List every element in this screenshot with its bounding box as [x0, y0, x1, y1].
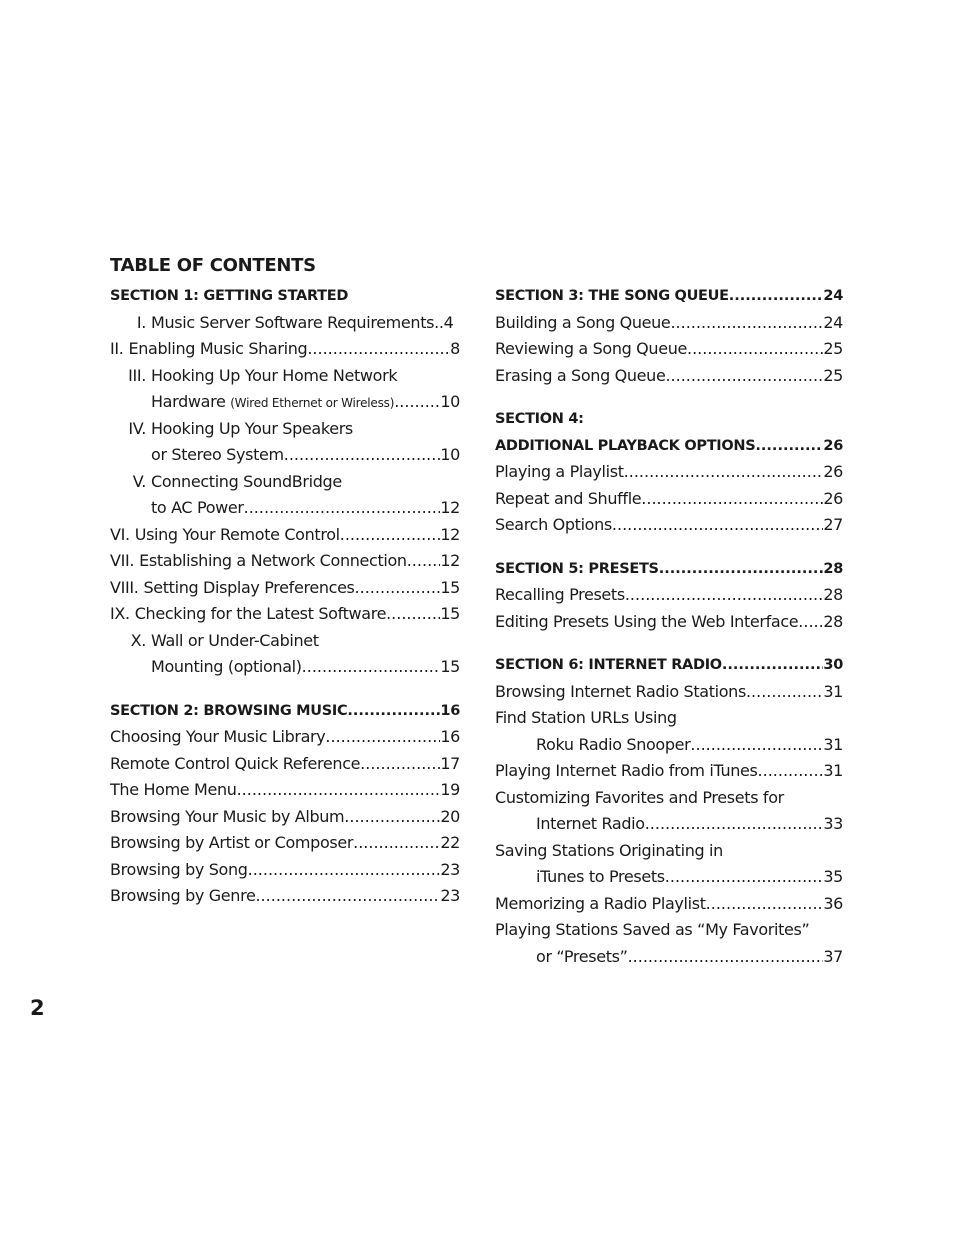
toc-entry-erasing-queue[interactable]: [495, 363, 843, 390]
entry-text: Playing Internet Radio from iTunes: [495, 761, 758, 780]
section-heading-text: SECTION 6: INTERNET RADIO: [495, 657, 722, 673]
dot-leader: [353, 830, 440, 857]
entry-text: Browsing by Genre: [110, 886, 256, 905]
toc-entry-remote-quick-reference[interactable]: [110, 751, 460, 778]
dot-leader: [237, 777, 441, 804]
entry-page: 28: [823, 585, 843, 604]
section-4-heading-cont[interactable]: [495, 433, 843, 460]
toc-entry-speakers-cont[interactable]: [110, 442, 460, 469]
dot-leader: [687, 336, 823, 363]
toc-entry-home-network-cont[interactable]: [110, 389, 460, 416]
section-heading-page: 30: [823, 657, 843, 673]
entry-page: 4: [443, 312, 454, 332]
dot-leader: [347, 698, 440, 725]
dot-leader: [244, 495, 441, 522]
dot-leader: [248, 857, 441, 884]
entry-page: 15: [440, 604, 460, 623]
roman-numeral: VII.: [110, 551, 135, 570]
entry-text: Repeat and Shuffle: [495, 488, 642, 508]
entry-page: 15: [440, 577, 460, 597]
dot-leader: [665, 363, 823, 390]
entry-page: 20: [440, 806, 460, 826]
entry-text: Internet Radio: [536, 814, 645, 833]
toc-entry-saving-stations[interactable]: [495, 838, 843, 865]
entry-text: Choosing Your Music Library: [110, 727, 326, 746]
entry-page: 26: [823, 462, 843, 481]
dot-leader: [302, 654, 441, 681]
entry-page: 16: [440, 727, 460, 746]
entry-text: Reviewing a Song Queue: [495, 339, 687, 358]
section-4-heading[interactable]: SECTION 4:: [495, 411, 584, 427]
toc-entry-building-queue[interactable]: [495, 310, 843, 337]
entry-text: Wall or Under-Cabinet: [151, 630, 319, 650]
roman-numeral: VI.: [110, 524, 130, 544]
section-2-heading[interactable]: [110, 698, 460, 725]
toc-entry-radio-from-itunes[interactable]: [495, 758, 843, 785]
toc-entry-search-options[interactable]: [495, 512, 843, 539]
dot-leader: [706, 891, 824, 918]
roman-numeral: VIII.: [110, 577, 139, 597]
roman-numeral: V.: [132, 471, 146, 491]
dot-leader: [340, 522, 441, 549]
entry-text: Mounting (optional): [151, 657, 302, 676]
entry-text: Building a Song Queue: [495, 312, 671, 332]
dot-leader: [665, 864, 824, 891]
entry-text: Checking for the Latest Software: [134, 604, 387, 623]
entry-page: 23: [440, 886, 460, 905]
entry-page: 19: [440, 780, 460, 799]
entry-text: Playing a Playlist: [495, 462, 624, 481]
dot-leader: [307, 336, 450, 363]
toc-entry-music-server-requirements[interactable]: [110, 310, 460, 337]
entry-text: Roku Radio Snooper: [536, 734, 691, 754]
page-number: 2: [30, 996, 45, 1020]
entry-text: Enabling Music Sharing: [128, 339, 308, 358]
toc-entry-network-connection[interactable]: [110, 548, 460, 575]
toc-entry-enabling-music-sharing[interactable]: [110, 336, 460, 363]
dot-leader: [798, 609, 823, 636]
toc-entry-saving-stations-cont[interactable]: [495, 864, 843, 891]
dot-leader: [690, 732, 823, 759]
section-heading-text: SECTION 3: THE SONG QUEUE: [495, 288, 729, 304]
entry-text: Memorizing a Radio Playlist: [495, 893, 706, 913]
entry-text: iTunes to Presets: [536, 867, 665, 886]
roman-numeral: II.: [110, 339, 124, 358]
dot-leader: [659, 556, 824, 583]
entry-page: 31: [823, 681, 843, 701]
entry-note: (Wired Ethernet or Wireless): [230, 396, 395, 410]
entry-text: Remote Control Quick Reference: [110, 753, 361, 773]
roman-numeral: I.: [136, 312, 146, 332]
toc-entry-connecting-soundbridge[interactable]: [110, 469, 460, 496]
entry-page: 35: [823, 867, 843, 886]
entry-text: Find Station URLs Using: [495, 708, 677, 727]
section-1-heading[interactable]: SECTION 1: GETTING STARTED: [110, 288, 349, 304]
entry-page: 28: [823, 611, 843, 631]
entry-text: Browsing by Artist or Composer: [110, 833, 354, 852]
toc-entry-display-preferences[interactable]: [110, 575, 460, 602]
toc-entry-remote-control[interactable]: [110, 522, 460, 549]
section-3-heading[interactable]: [495, 283, 843, 310]
entry-text: Hooking Up Your Speakers: [151, 418, 353, 438]
toc-entry-reviewing-queue[interactable]: [495, 336, 843, 363]
toc-entry-wall-mounting-cont[interactable]: [110, 654, 460, 681]
entry-text: Hooking Up Your Home Network: [151, 365, 398, 385]
entry-page: 25: [823, 339, 843, 358]
toc-entry-speakers[interactable]: [110, 416, 460, 443]
entry-page: 15: [440, 657, 460, 676]
dot-leader: [325, 724, 440, 751]
dot-leader: [628, 944, 824, 971]
entry-page: 24: [823, 312, 843, 332]
dot-leader: [624, 459, 824, 486]
entry-page: 10: [440, 445, 460, 464]
dot-leader: [755, 433, 823, 460]
dot-leader: [355, 575, 441, 602]
toc-entry-playing-playlist[interactable]: [495, 459, 843, 486]
dot-leader: [722, 652, 824, 679]
section-heading-text: SECTION 5: PRESETS: [495, 560, 659, 577]
dot-leader: [394, 389, 440, 416]
section-5-heading[interactable]: [495, 556, 843, 583]
section-heading-page: 24: [823, 288, 843, 304]
roman-numeral: III.: [128, 365, 146, 385]
entry-page: 26: [823, 488, 843, 508]
entry-text: Browsing by Song: [110, 859, 248, 879]
section-heading-page: 26: [823, 437, 843, 454]
toc-entry-connecting-soundbridge-cont[interactable]: [110, 495, 460, 522]
entry-text: or “Presets”: [536, 946, 628, 966]
roman-numeral: IV.: [128, 418, 146, 438]
dot-leader: [612, 512, 823, 539]
section-heading-page: 16: [440, 702, 460, 719]
toc-entry-playing-saved-stations[interactable]: [495, 917, 843, 944]
dot-leader: [758, 758, 824, 785]
entry-page: 33: [823, 814, 843, 833]
dot-leader: [344, 804, 440, 831]
entry-text: Setting Display Preferences: [143, 577, 355, 597]
entry-page: 37: [823, 946, 843, 966]
entry-page: 10: [440, 392, 460, 411]
entry-page: 8: [450, 339, 460, 358]
toc-entry-find-station-urls-cont[interactable]: [495, 732, 843, 759]
dot-leader: [386, 601, 440, 628]
toc-entry-repeat-shuffle[interactable]: [495, 486, 843, 513]
toc-entry-customizing-favorites-cont[interactable]: [495, 811, 843, 838]
entry-text: Saving Stations Originating in: [495, 840, 723, 860]
dot-leader: [407, 548, 441, 575]
section-heading-text: ADDITIONAL PLAYBACK OPTIONS: [495, 437, 756, 454]
section-heading-page: 28: [823, 560, 843, 577]
toc-entry-music-library[interactable]: [110, 724, 460, 751]
toc-left-column: [110, 283, 460, 910]
dot-leader: [670, 310, 823, 337]
dot-leader: [255, 883, 440, 910]
section-heading-text: SECTION 2: BROWSING MUSIC: [110, 702, 348, 719]
entry-page: 27: [823, 515, 843, 534]
entry-page: 22: [440, 833, 460, 852]
toc-entry-browse-genre[interactable]: [110, 883, 460, 910]
entry-text: The Home Menu: [110, 780, 237, 799]
entry-text: Erasing a Song Queue: [495, 365, 666, 385]
section-6-heading[interactable]: [495, 652, 843, 679]
dot-leader: [729, 283, 824, 310]
toc-entry-recalling-presets[interactable]: [495, 582, 843, 609]
entry-text: Hardware: [151, 392, 226, 411]
entry-text: Recalling Presets: [495, 585, 625, 604]
toc-entry-editing-presets[interactable]: [495, 609, 843, 636]
roman-numeral: X.: [130, 630, 146, 650]
toc-entry-browsing-radio-stations[interactable]: [495, 679, 843, 706]
entry-text: Music Server Software Requirements..: [151, 312, 444, 332]
entry-page: 31: [823, 734, 843, 754]
toc-right-column: [495, 283, 843, 970]
entry-text: Browsing Internet Radio Stations: [495, 681, 746, 701]
entry-page: 23: [440, 859, 460, 879]
entry-page: 31: [823, 761, 843, 780]
entry-text: or Stereo System: [151, 445, 284, 464]
entry-text: Search Options: [495, 515, 612, 534]
dot-leader: [284, 442, 441, 469]
entry-page: 25: [823, 365, 843, 385]
toc-entry-find-station-urls[interactable]: [495, 705, 843, 732]
toc-entry-customizing-favorites[interactable]: [495, 785, 843, 812]
dot-leader: [360, 751, 440, 778]
toc-title: TABLE OF CONTENTS: [110, 255, 316, 276]
entry-text: to AC Power: [151, 498, 244, 517]
toc-entry-memorizing-playlist[interactable]: [495, 891, 843, 918]
entry-page: 17: [440, 753, 460, 773]
entry-page: 12: [440, 498, 460, 517]
entry-page: 12: [440, 551, 460, 570]
toc-entry-latest-software[interactable]: [110, 601, 460, 628]
dot-leader: [746, 679, 823, 706]
entry-text: Using Your Remote Control: [134, 524, 340, 544]
entry-text: Editing Presets Using the Web Interface: [495, 611, 799, 631]
dot-leader: [645, 811, 824, 838]
roman-numeral: IX.: [110, 604, 130, 623]
entry-page: 36: [823, 893, 843, 913]
toc-entry-playing-saved-stations-cont[interactable]: [495, 944, 843, 971]
toc-entry-home-menu[interactable]: [110, 777, 460, 804]
entry-text: Connecting SoundBridge: [151, 471, 342, 491]
entry-text: Customizing Favorites and Presets for: [495, 787, 784, 807]
entry-page: 12: [440, 524, 460, 544]
toc-entry-home-network[interactable]: [110, 363, 460, 390]
dot-leader: [625, 582, 823, 609]
dot-leader: [641, 486, 823, 513]
entry-text: Browsing Your Music by Album: [110, 806, 345, 826]
toc-entry-browse-album[interactable]: [110, 804, 460, 831]
entry-text: Playing Stations Saved as “My Favorites”: [495, 920, 810, 939]
toc-entry-browse-artist[interactable]: [110, 830, 460, 857]
entry-text: Establishing a Network Connection: [139, 551, 407, 570]
toc-entry-browse-song[interactable]: [110, 857, 460, 884]
toc-entry-wall-mounting[interactable]: [110, 628, 460, 655]
